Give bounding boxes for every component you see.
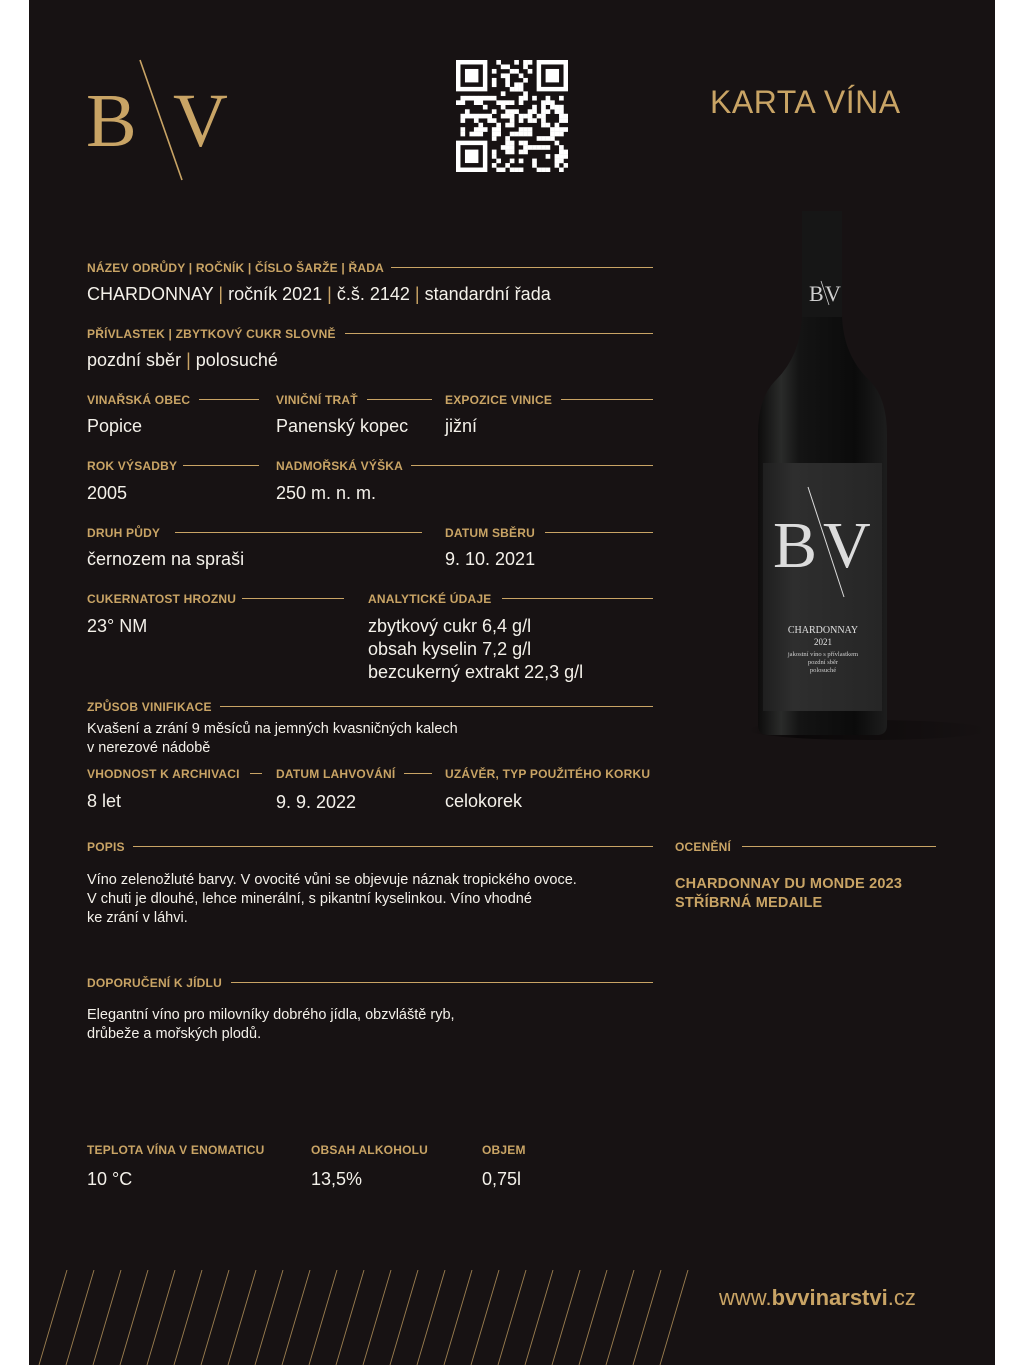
closure-label: UZÁVĚR, TYP POUŽITÉHO KORKU <box>445 767 651 781</box>
svg-text:polosuché: polosuché <box>809 667 837 674</box>
harvest-date-value: 9. 10. 2021 <box>445 549 536 569</box>
sugar-value: polosuché <box>195 350 278 370</box>
svg-text:V: V <box>825 281 841 306</box>
volume-value: 0,75l <box>482 1169 522 1189</box>
bottling-date-label: DATUM LAHVOVÁNÍ <box>276 767 396 781</box>
url-prefix: www. <box>719 1285 772 1310</box>
food-pairing-line-1: Elegantní víno pro milovníky dobrého jídla, obzvláště ryb, <box>87 1007 455 1023</box>
wine-bottle-image <box>719 205 995 750</box>
divider <box>367 399 432 400</box>
attribute-value <box>87 350 278 371</box>
archive-value: 8 let <box>87 791 122 811</box>
svg-text:B: B <box>773 509 818 582</box>
qr-code-icon <box>456 60 568 172</box>
description-line-1: Víno zelenožluté barvy. V ovocité vůni se objevuje náznak tropického ovoce. <box>87 872 577 888</box>
logo-letter-v: V <box>173 79 228 163</box>
soil-value: černozem na spraši <box>87 549 245 569</box>
divider <box>345 333 653 334</box>
temperature-value: 10 °C <box>87 1169 133 1189</box>
separator: | <box>414 284 420 304</box>
wine-line: standardní řada <box>424 284 551 304</box>
divider <box>231 982 653 983</box>
svg-text:pozdní sběr: pozdní sběr <box>807 659 839 666</box>
alcohol-value: 13,5% <box>311 1169 363 1189</box>
vinification-label: ZPŮSOB VINIFIKACE <box>87 700 212 714</box>
vinification-line-2: v nerezové nádobě <box>87 740 211 756</box>
divider <box>220 706 653 707</box>
extract-value: bezcukerný extrakt 22,3 g/l <box>368 662 584 682</box>
exposure-value: jižní <box>445 416 478 436</box>
svg-text:2021: 2021 <box>814 637 832 647</box>
website-link[interactable] <box>719 1285 916 1311</box>
food-pairing-line-2: drůbeže a mořských plodů. <box>87 1026 262 1042</box>
divider <box>561 399 653 400</box>
analysis-label: ANALYTICKÉ ÚDAJE <box>368 592 492 606</box>
award-line-2: STŘÍBRNÁ MEDAILE <box>675 895 823 911</box>
divider <box>242 598 344 599</box>
harvest-date-label: DATUM SBĚRU <box>445 526 535 540</box>
exposure-label: EXPOZICE VINICE <box>445 393 553 407</box>
bottling-date-value: 9. 9. 2022 <box>276 792 357 812</box>
divider <box>545 532 653 533</box>
divider <box>183 465 259 466</box>
divider <box>404 773 432 774</box>
svg-text:B: B <box>809 281 824 306</box>
decorative-diagonal-lines <box>29 1270 689 1365</box>
url-domain: bvvinarstvi <box>771 1285 888 1310</box>
divider <box>411 465 653 466</box>
divider <box>391 267 653 268</box>
altitude-value: 250 m. n. m. <box>276 483 377 503</box>
volume-label: OBJEM <box>482 1143 526 1157</box>
must-weight-label: CUKERNATOST HROZNU <box>87 592 237 606</box>
soil-label: DRUH PŮDY <box>87 526 161 540</box>
identity-label: NÁZEV ODRŮDY | ROČNÍK | ČÍSLO ŠARŽE | ŘADA <box>87 261 384 275</box>
variety-name: CHARDONNAY <box>87 284 214 304</box>
url-suffix: .cz <box>887 1285 916 1310</box>
archive-label: VHODNOST K ARCHIVACI <box>87 767 240 781</box>
closure-value: celokorek <box>445 791 523 811</box>
description-line-2: V chuti je dlouhé, lehce minerální, s pikantní kyselinkou. Víno vhodné <box>87 891 532 907</box>
divider <box>502 598 653 599</box>
predicate-value: pozdní sběr <box>87 350 182 370</box>
food-pairing-label: DOPORUČENÍ K JÍDLU <box>87 976 222 990</box>
identity-value <box>87 284 551 305</box>
svg-text:jakostní víno s přívlastkem: jakostní víno s přívlastkem <box>787 651 859 658</box>
award-line-1: CHARDONNAY DU MONDE 2023 <box>675 876 903 892</box>
vintage-year: ročník 2021 <box>228 284 323 304</box>
logo-letter-b: B <box>86 79 137 163</box>
page-title: KARTA VÍNA <box>710 84 901 120</box>
description-label: POPIS <box>87 840 125 854</box>
divider <box>133 846 653 847</box>
vinification-line-1: Kvašení a zrání 9 měsíců na jemných kvasničných kalech <box>87 721 458 737</box>
village-value: Popice <box>87 416 143 436</box>
divider <box>175 532 422 533</box>
separator: | <box>327 284 332 304</box>
batch-number: č.š. 2142 <box>336 284 410 304</box>
must-weight-value: 23° NM <box>87 616 148 636</box>
planting-year-label: ROK VÝSADBY <box>87 459 178 473</box>
separator: | <box>186 350 191 370</box>
wine-card <box>29 0 995 1365</box>
vineyard-label: VINIČNÍ TRAŤ <box>276 393 358 407</box>
temperature-label: TEPLOTA VÍNA V ENOMATICU <box>87 1143 265 1157</box>
svg-text:V: V <box>823 509 871 582</box>
acidity-value: obsah kyselin 7,2 g/l <box>368 639 532 659</box>
altitude-label: NADMOŘSKÁ VÝŠKA <box>276 459 404 473</box>
divider <box>742 846 936 847</box>
divider <box>250 773 262 774</box>
vineyard-value: Panenský kopec <box>276 416 409 436</box>
description-line-3: ke zrání v láhvi. <box>87 910 188 926</box>
divider <box>199 399 259 400</box>
svg-text:CHARDONNAY: CHARDONNAY <box>787 625 859 636</box>
village-label: VINAŘSKÁ OBEC <box>87 393 191 407</box>
planting-year-value: 2005 <box>87 483 128 503</box>
attribute-label: PŘÍVLASTEK | ZBYTKOVÝ CUKR SLOVNĚ <box>87 327 336 341</box>
alcohol-label: OBSAH ALKOHOLU <box>311 1143 429 1157</box>
separator: | <box>218 284 224 304</box>
residual-sugar-value: zbytkový cukr 6,4 g/l <box>368 616 532 636</box>
awards-label: OCENĚNÍ <box>675 840 732 854</box>
